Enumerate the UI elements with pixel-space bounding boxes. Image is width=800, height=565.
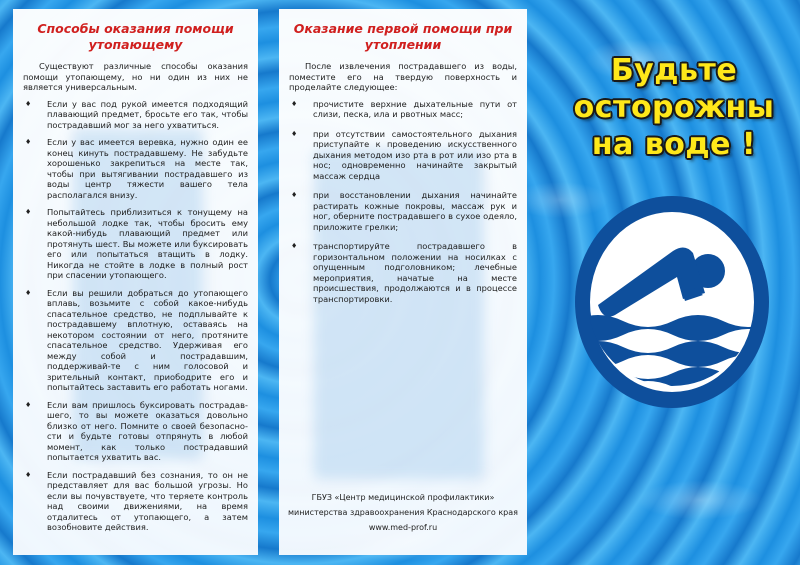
left-panel-title: [23, 21, 248, 53]
middle-panel: [279, 9, 527, 555]
list-item: ♦ при восстановлении дыхания начинайте растирать кожные покровы, массаж рук и ног, оберните пострадавшего в сухое одеяло, приложите грелки;: [291, 190, 517, 232]
list-item: ♦ транспортируйте пострадавшего в горизонтальном положении на носилках с опущенным подголовником; лечебные мероприятия, начатые на месте происшествия, продолжаются и в процессе транспортировки.: [291, 241, 517, 304]
list-item: ♦ Если вы решили добраться до утопающего вплавь, возьмите с собой какое-нибудь спасательное средство, не подплывайте к пострадавшему вплотную, оставаясь на некотором состоянии от него, протяните спасательное средство. Удерживая его между собой и пострадавшим, поддерживай-те с ним голосовой и зрительный контакт, приободрите его и попытайтесь заставить его работать ногами.: [25, 287, 248, 392]
footer-org: ГБУЗ «Центр медицинской профилактики»: [311, 493, 495, 502]
list-item: ♦ прочистите верхние дыхательные пути от слизи, песка, ила и рвотных масс;: [291, 98, 517, 119]
diamond-bullet-icon: ♦: [25, 208, 32, 216]
headline-line1: Будьте: [610, 53, 738, 88]
left-title-line1: Способы оказания помощи: [37, 21, 234, 36]
diamond-bullet-icon: ♦: [25, 99, 32, 108]
list-item: ♦ Если вам пришлось буксировать пострадав-шего, то вы можете оказаться довольно близко от него. Помните о своей безопасно-сти и будьте готовы отпрянуть в любой момент, как только пострадавший попытается ухватить вас.: [25, 399, 248, 462]
diamond-bullet-icon: ♦: [25, 400, 32, 409]
swimmer-emblem: [573, 193, 771, 411]
left-panel: [13, 9, 258, 555]
diamond-bullet-icon: ♦: [25, 470, 32, 479]
diamond-bullet-icon: ♦: [291, 191, 298, 199]
diamond-bullet-icon: ♦: [25, 138, 32, 146]
left-list: [23, 99, 248, 533]
mid-title-line2: утоплении: [364, 37, 442, 52]
mid-list: [289, 99, 517, 305]
mid-title-line1: Оказание первой помощи при: [293, 21, 513, 36]
list-item: ♦ Если пострадавший без сознания, то он не представляет для вас большой угрозы. Но если вы почувствуете, что теряете контроль над своими движениями, на время отдалитесь от утопающего, а затем возобновите действия.: [25, 469, 248, 532]
list-item: ♦ при отсутствии самостоятельного дыхания приступайте к проведению искусственного дыхания методом изо рта в рот или изо рта в нос; одновременно начинайте закрытый массаж сердца: [291, 128, 517, 181]
mid-panel-title: [289, 21, 517, 53]
headline-line3: на воде !: [591, 127, 757, 162]
mid-footer: [279, 490, 527, 535]
left-intro: Существуют различные способы оказания помощи утопающему, но ни один из них не является универсальным.: [23, 61, 248, 92]
mid-intro: После извлечения пострадавшего из воды, поместите его на твердую поверхность и проделайте следующее:: [289, 61, 517, 92]
list-item: ♦ Если у вас под рукой имеется подходящий плавающий предмет, бросьте его так, чтобы пострадавший мог за него ухватиться.: [25, 98, 248, 130]
list-item: ♦ Если у вас имеется веревка, нужно один ее конец кинуть пострадавшему. Не забудьте хорошенько закрепиться на месте так, чтобы при вытягивании пострадавшего из воды центр тяжести вашего тела располагался внизу.: [25, 137, 248, 200]
list-item: ♦ Попытайтесь приблизиться к тонущему на небольшой лодке так, чтобы бросить ему какой-нибудь плавающий предмет или протянуть шест. Вы можете или буксировать его или попытаться втащить в лодку. Никогда не стойте в лодке в полный рост при спасении утопающего.: [25, 207, 248, 280]
diamond-bullet-icon: ♦: [25, 288, 32, 297]
headline-line2: осторожны: [573, 90, 775, 125]
footer-ministry: министерства здравоохранения Краснодарского края: [288, 508, 518, 517]
diamond-bullet-icon: ♦: [291, 129, 298, 138]
left-title-line2: утопающему: [88, 37, 183, 52]
diamond-bullet-icon: ♦: [291, 99, 298, 108]
footer-url[interactable]: www.med-prof.ru: [368, 523, 438, 532]
diamond-bullet-icon: ♦: [291, 242, 298, 250]
headline: [562, 52, 786, 163]
